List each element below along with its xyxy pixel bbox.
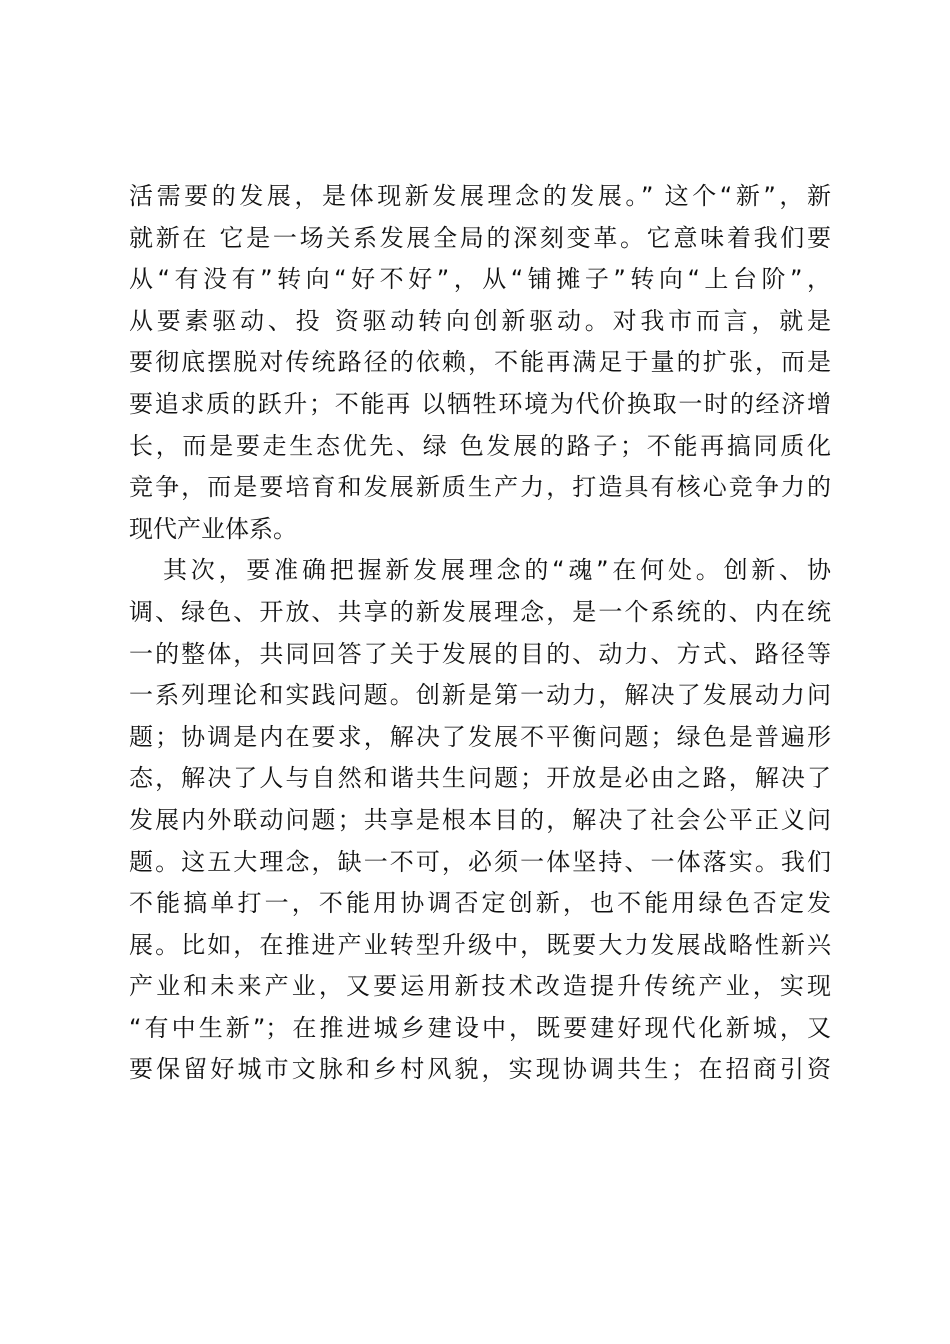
text-line: 发展内外联动问题；共享是根本目的，解决了社会公平正义问 <box>129 805 831 834</box>
text-line: 产业和未来产业，又要运用新技术改造提升传统产业，实现 <box>129 972 831 1001</box>
text-line: 展。比如，在推进产业转型升级中，既要大力发展战略性新兴 <box>129 930 831 959</box>
text-line: 从要素驱动、投 资驱动转向创新驱动。对我市而言，就是 <box>129 306 831 335</box>
text-line: 要保留好城市文脉和乡村风貌，实现协调共生；在招商引资 <box>129 1055 831 1084</box>
text-line: 其次，要准确把握新发展理念的“魂”在何处。创新、协 <box>163 556 831 585</box>
paragraph-2 <box>129 550 831 1091</box>
text-line: 题。这五大理念，缺一不可，必须一体坚持、一体落实。我们 <box>129 847 831 876</box>
text-line: “有中生新”；在推进城乡建设中，既要建好现代化新城，又 <box>129 1013 831 1042</box>
text-line: 活需要的发展，是体现新发展理念的发展。” 这个“新”，新 <box>129 182 831 210</box>
text-line: 一系列理论和实践问题。创新是第一动力，解决了发展动力问 <box>129 681 831 710</box>
text-line: 题；协调是内在要求，解决了发展不平衡问题；绿色是普遍形 <box>129 722 831 751</box>
text-line: 就新在 它是一场关系发展全局的深刻变革。它意味着我们要 <box>129 223 831 252</box>
text-line: 现代产业体系。 <box>129 514 297 543</box>
paragraph-1 <box>129 176 831 550</box>
text-line: 竞争，而是要培育和发展新质生产力，打造具有核心竞争力的 <box>129 473 831 502</box>
text-line: 调、绿色、开放、共享的新发展理念，是一个系统的、内在统 <box>129 597 831 626</box>
text-line: 不能搞单打一，不能用协调否定创新，也不能用绿色否定发 <box>129 889 831 918</box>
text-line: 一的整体，共同回答了关于发展的目的、动力、方式、路径等 <box>129 639 831 668</box>
text-line: 要彻底摆脱对传统路径的依赖，不能再满足于量的扩张，而是 <box>129 348 831 377</box>
text-line: 要追求质的跃升；不能再 以牺牲环境为代价换取一时的经济增 <box>129 389 831 418</box>
text-line: 从“有没有”转向“好不好”，从“铺摊子”转向“上台阶”， <box>129 265 831 294</box>
text-line: 态，解决了人与自然和谐共生问题；开放是必由之路，解决了 <box>129 764 831 793</box>
body-text <box>129 176 831 1091</box>
text-line: 长，而是要走生态优先、绿 色发展的路子；不能再搞同质化 <box>129 431 831 460</box>
